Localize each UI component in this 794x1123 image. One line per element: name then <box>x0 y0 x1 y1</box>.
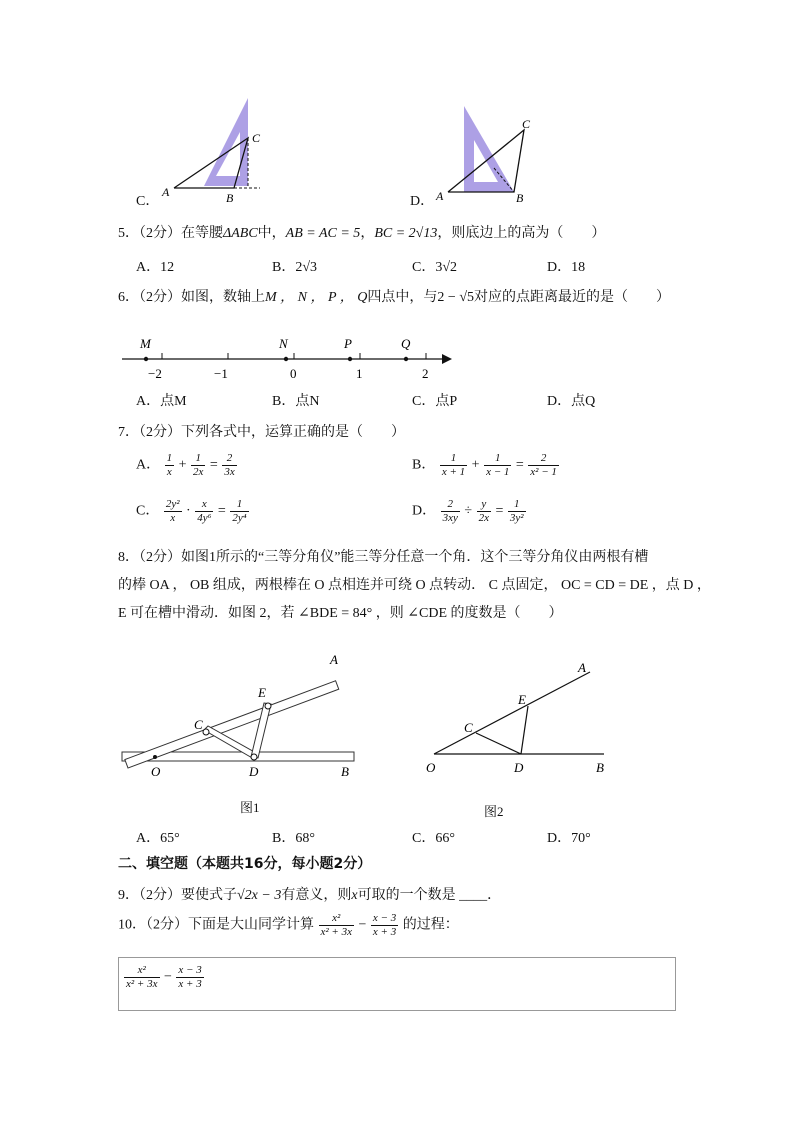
option-d-label: D． <box>410 194 435 209</box>
svg-text:B: B <box>341 764 349 779</box>
q6-option-c[interactable]: C．点P <box>412 394 458 409</box>
q8-option-a[interactable]: A．65° <box>136 831 180 846</box>
q7-option-d[interactable]: D． $\frac{2}{3xy}$ ÷ $\frac{y}{2x}$ = $\frac{1}{\text{3y²}}$ <box>412 498 524 524</box>
section-2-title: 二、填空题（本题共16分，每小题2分） <box>118 856 372 872</box>
number-line <box>118 334 458 382</box>
point-q-label: Q <box>401 336 411 351</box>
figure-2-diagram <box>420 656 620 780</box>
point-q <box>404 357 408 361</box>
label-b-c: B <box>226 191 234 204</box>
label-c-d: C <box>522 117 531 131</box>
label-c-c: C <box>252 131 261 145</box>
svg-text:E: E <box>258 685 266 700</box>
pivot-e <box>265 703 271 709</box>
segment-de <box>521 706 528 754</box>
svg-text:A: A <box>330 652 338 667</box>
svg-text:O: O <box>426 760 436 775</box>
question-8-line2: 的棒 OA ， OB 组成，两根棒在 O 点相连并可绕 O 点转动． C 点固定， OC = CD = DE ，点 D ， <box>118 578 711 593</box>
figure-q4-d <box>434 100 544 206</box>
pivot-d <box>251 754 257 760</box>
question-5-stem: 5．（2分）在等腰ΔABC中，AB = AC = 5，BC = 2√13，则底边上的高为（ ） <box>118 226 606 241</box>
figure-2-caption: 图2 <box>484 804 504 819</box>
svg-text:C: C <box>464 720 473 735</box>
q5-option-c[interactable]: C．3√2 <box>412 260 458 275</box>
q7-option-c[interactable]: C． $\frac{\text{2y²}}{x}$ · $\frac{x}{\text{4y⁶}}$ = $\frac{1}{\text{2y⁴}}$ <box>136 498 247 524</box>
point-p <box>348 357 352 361</box>
question-9-stem: 9．（2分）要使式子√2x − 3有意义，则x可取的一个数是 ____． <box>118 888 502 903</box>
tick-label-1: 1 <box>356 366 363 381</box>
q6-option-a[interactable]: A．点M <box>136 394 187 409</box>
question-8-line1: 8．（2分）如图1所示的“三等分角仪”能三等分任意一个角．这个三等分角仪由两根有槽 <box>118 550 649 565</box>
q6-option-b[interactable]: B．点N <box>272 394 320 409</box>
q8-option-d[interactable]: D．70° <box>547 831 591 846</box>
svg-text:D: D <box>514 760 524 775</box>
point-m-label: M <box>140 336 151 351</box>
svg-text:O: O <box>151 764 161 779</box>
q9-answer-blank[interactable]: ____． <box>459 888 502 903</box>
q10-work-box <box>118 957 676 1011</box>
number-line-ticks <box>162 353 426 359</box>
ray-oa <box>434 672 590 754</box>
q7-option-b[interactable]: B． $\frac{1}{x + 1}$ + $\frac{1}{x - 1}$ = $\frac{2}{\text{x² − 1}}$ <box>412 452 557 478</box>
question-7-stem: 7．（2分）下列各式中，运算正确的是（ ） <box>118 425 405 440</box>
tick-label-0: 0 <box>290 366 297 381</box>
question-6-stem: 6．（2分）如图，数轴上M ， N ， P ， Q四点中，与2 − √5对应的点距离最近的是（ ） <box>118 290 671 305</box>
question-8-line3: E 可在槽中滑动．如图 2，若 ∠BDE = 84° ，则 ∠CDE 的度数是（ ） <box>118 606 563 621</box>
segment-cd <box>476 733 521 754</box>
figure-1-trisector <box>118 650 362 788</box>
q10-work-expression: $\frac{\text{x²}}{\text{x² + 3x}}$ − $\frac{x - 3}{x + 3}$ <box>126 964 202 990</box>
q6-option-d[interactable]: D．点Q <box>547 394 596 409</box>
q8-option-b[interactable]: B．68° <box>272 831 315 846</box>
option-c-label: C． <box>136 194 160 209</box>
svg-text:D: D <box>249 764 259 779</box>
figure-q4-c <box>160 92 270 204</box>
svg-text:C: C <box>194 717 203 732</box>
question-10-stem: 10．（2分）下面是大山同学计算 $\frac{\text{x²}}{\text{x² + 3x}}$ − $\frac{x - 3}{x + 3}$ 的过程： <box>118 912 459 938</box>
label-a-d: A <box>436 189 444 203</box>
point-m <box>144 357 148 361</box>
q5-option-d[interactable]: D．18 <box>547 260 586 275</box>
figure-1-caption: 图1 <box>240 800 260 815</box>
pivot-c <box>203 729 209 735</box>
svg-text:A: A <box>578 660 586 675</box>
tick-label-neg2: −2 <box>148 366 162 381</box>
q7-option-a[interactable]: A． $\frac{1}{x}$ + $\frac{1}{2x}$ = $\frac{2}{3x}$ <box>136 452 235 478</box>
point-n-label: N <box>279 336 288 351</box>
tick-label-2: 2 <box>422 366 429 381</box>
tick-label-neg1: −1 <box>214 366 228 381</box>
svg-text:E: E <box>518 692 526 707</box>
point-n <box>284 357 288 361</box>
svg-text:B: B <box>596 760 604 775</box>
q5-option-b[interactable]: B．2√3 <box>272 260 318 275</box>
q5-option-a[interactable]: A．12 <box>136 260 175 275</box>
point-p-label: P <box>344 336 352 351</box>
label-a-c: A <box>162 185 170 199</box>
q8-option-c[interactable]: C．66° <box>412 831 455 846</box>
label-b-d: B <box>516 191 524 205</box>
